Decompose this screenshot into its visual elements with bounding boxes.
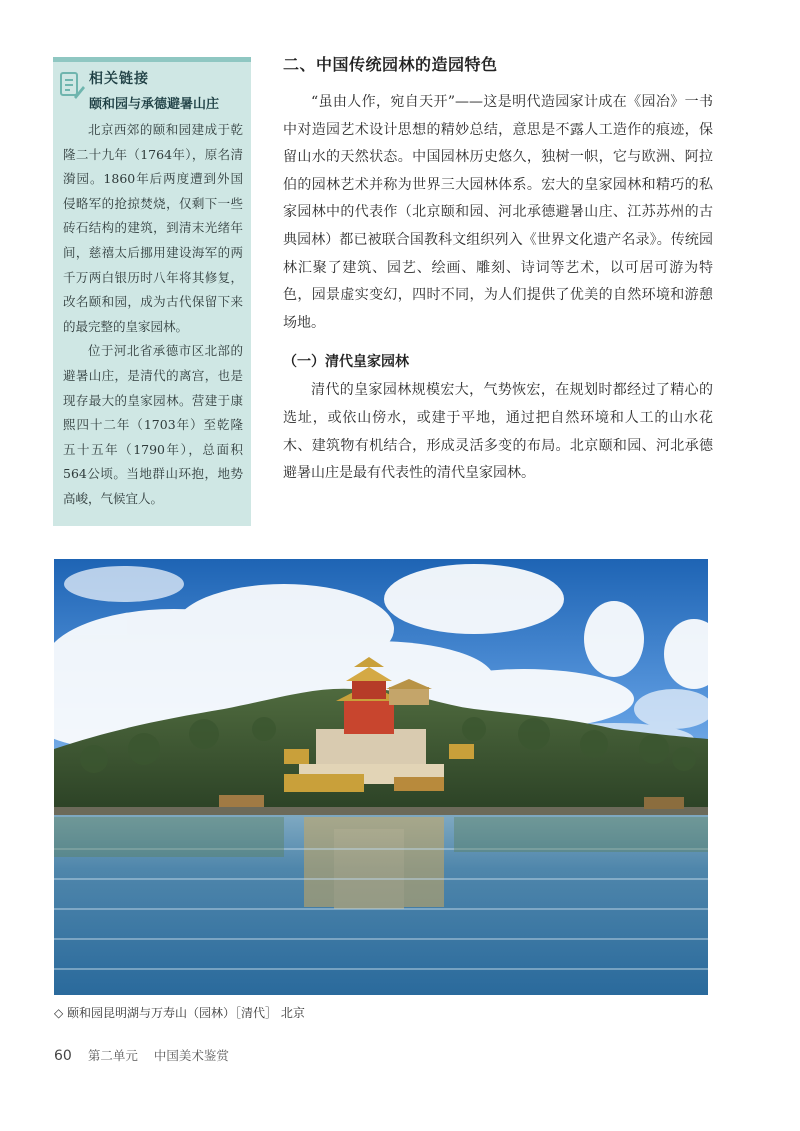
sub-section-title: （一）清代皇家园林 [283, 354, 409, 371]
sub-section-paragraph: 清代的皇家园林规模宏大，气势恢宏，在规划时都经过了精心的选址，或依山傍水，或建于平地，通过把自然环境和人工的山水花木、建筑物有机结合，形成灵活多变的布局。北京颐和园、河北承德避暑山庄是最有代表性的清代皇家园林。 [283, 382, 713, 482]
summer-palace-illustration [54, 559, 708, 995]
sidebar-body [53, 118, 251, 512]
main-content [283, 52, 713, 488]
shoreline [54, 807, 708, 815]
page-number: 60 [54, 1048, 72, 1064]
summer-palace-photo [54, 559, 708, 995]
sidebar-paragraph: 位于河北省承德市区北部的避暑山庄，是清代的离宫，也是现存最大的皇家园林。营建于康熙四十二年（1703年）至乾隆五十五年（1790年），总面积564公顷。当地群山环抱，地势高峻，气候宜人。 [63, 343, 243, 506]
document-pencil-icon [59, 70, 85, 100]
sidebar-subtitle: 颐和园与承德避暑山庄 [89, 97, 220, 112]
section-title: 二、中国传统园林的造园特色 [283, 55, 498, 74]
sidebar-header [53, 62, 251, 118]
photo-caption: ◇ 颐和园昆明湖与万寿山（园林）［清代］ 北京 [54, 1006, 305, 1020]
sidebar-title: 相关链接 [89, 71, 149, 87]
sidebar-paragraph: 北京西郊的颐和园建成于乾隆二十九年（1764年），原名清漪园。1860年后两度遭到外国侵略军的抢掠焚烧，仅剩下一些砖石结构的建筑，到清末光绪年间，慈禧太后挪用建设海军的两千万两白银历时八年将其修复，改名颐和园，成为古代保留下来的最完整的皇家园林。 [63, 122, 243, 334]
unit-label: 第二单元 [87, 1048, 138, 1063]
book-title: 中国美术鉴赏 [153, 1048, 229, 1063]
page-footer [54, 1046, 229, 1064]
intro-paragraph: “虽由人作，宛自天开”——这是明代造园家计成在《园冶》一书中对造园艺术设计思想的精妙总结，意思是不露人工造作的痕迹，保留山水的天然状态。中国园林历史悠久，独树一帜，它与欧洲、阿拉伯的园林艺术并称为世界三大园林体系。宏大的皇家园林和精巧的私家园林中的代表作（北京颐和园、河北承德避暑山庄、江苏苏州的古典园林）都已被联合国教科文组织列入《世界文化遗产名录》。传统园林汇聚了建筑、园艺、绘画、雕刻、诗词等艺术，以可居可游为特色，园景虚实变幻，四时不同，为人们提供了优美的自然环境和游憩场地。 [283, 94, 713, 331]
related-links-sidebar [53, 57, 251, 526]
